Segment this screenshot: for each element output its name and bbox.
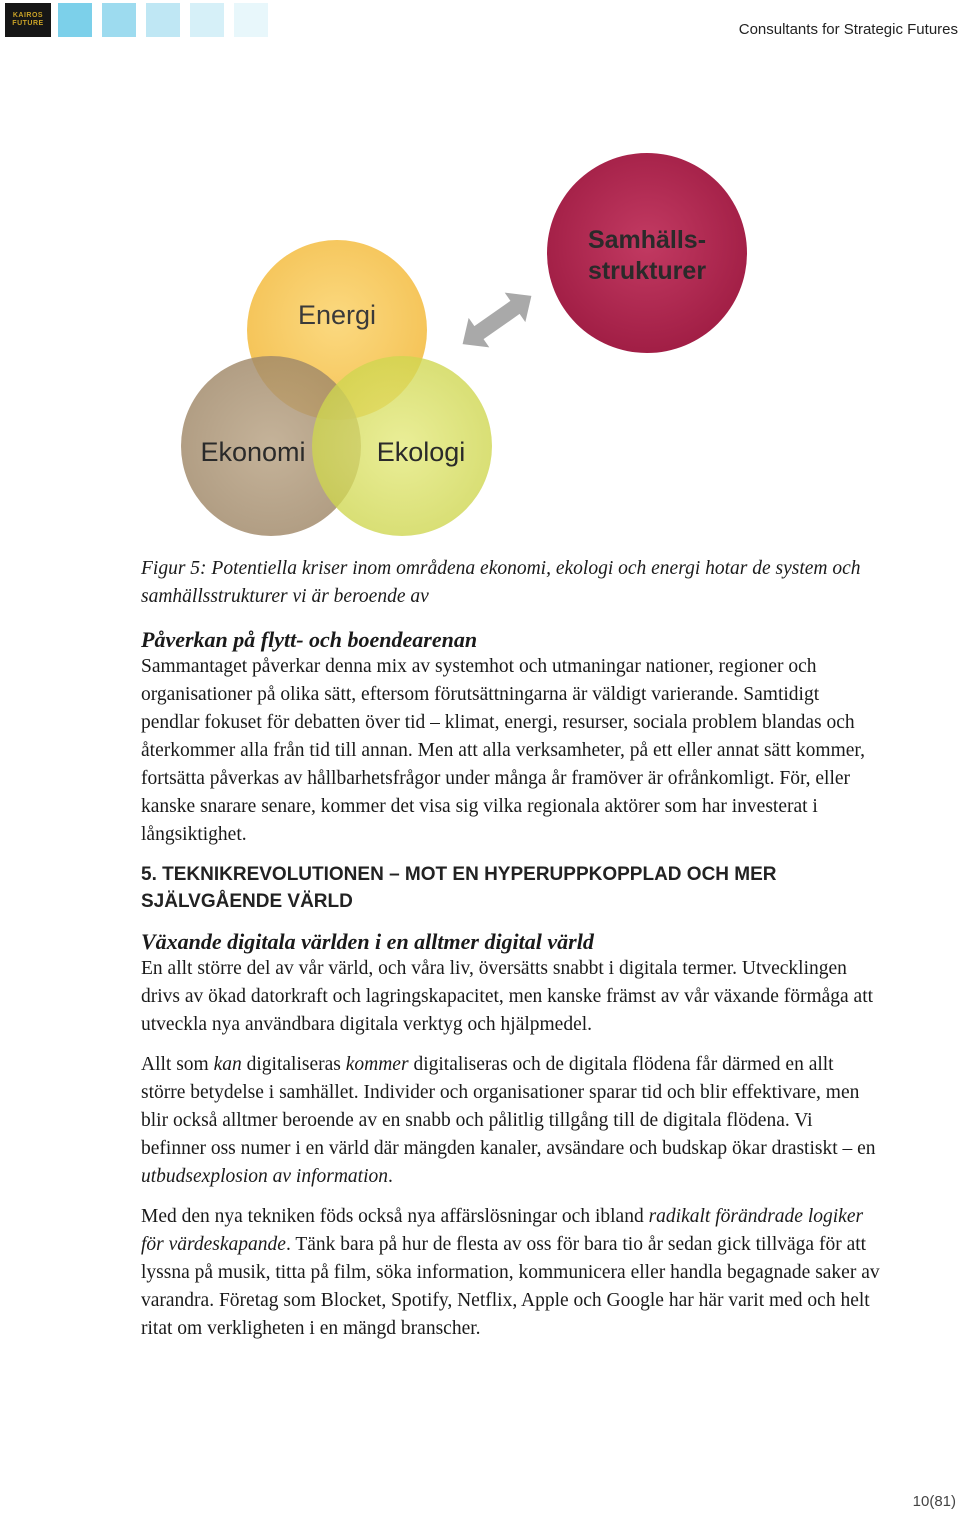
label-ekonomi: Ekonomi <box>200 437 306 467</box>
venn-figure <box>140 140 820 550</box>
section-title: 5. TEKNIKREVOLUTIONEN – MOT EN HYPERUPPKOPPLAD OCH MER SJÄLVGÅENDE VÄRLD <box>141 864 777 912</box>
label-ekologi: Ekologi <box>376 437 466 467</box>
emphasis: kan <box>213 1054 242 1075</box>
color-swatch <box>234 3 268 37</box>
text-run: digitaliseras och de digitala flödena får därmed en allt större betydelse i samhället. Individer och organisationer sparar tid och blir effektivare, men blir också alltmer beroende av en snabb och pålitlig tillgång till de digitala flödena. Vi befinner oss numer i en värld där mängden kanaler, avsändare och budskap ökar drastiskt – en <box>141 1054 876 1159</box>
logo-line1: KAIROS <box>12 12 44 19</box>
color-swatch <box>190 3 224 37</box>
text-run: . Tänk bara på hur de flesta av oss för bara tio år sedan gick tillväga för att lyssna på musik, titta på film, söka information, kommunicera eller handla begagnade saker av varandra. Företag som Blocket, Spotify, Netflix, Apple och Google har här varit med och helt ritat om verkligheten i en mängd branscher. <box>141 1234 880 1339</box>
text-run: digitaliseras <box>241 1054 346 1075</box>
text-run: Med den nya tekniken föds också nya affärslösningar och ibland <box>141 1206 649 1227</box>
paragraph <box>141 1051 881 1191</box>
emphasis: kommer <box>345 1054 409 1075</box>
emphasis: radikalt förändrade logiker för värdeskapande <box>141 1206 864 1255</box>
emphasis: utbudsexplosion av information <box>141 1166 388 1187</box>
page-content <box>141 555 881 1355</box>
figure-caption: Figur 5: Potentiella kriser inom områdena ekonomi, ekologi och energi hotar de system och samhällsstrukturer vi är beroende av <box>141 558 861 607</box>
kairos-future-logo <box>5 3 51 37</box>
paragraph: Sammantaget påverkar denna mix av systemhot och utmaningar nationer, regioner och organisationer på olika sätt, eftersom förutsättningarna är väldigt varierande. Samtidigt pendlar fokuset för debatten över tid – klimat, energi, resurser, sociala problem blandas och återkommer alla från tid till annan. Men att alla verksamheter, på ett eller annat sätt kommer, fortsätta påverkas av hållbarhetsfrågor under många år framöver är ofrånkomligt. För, eller kanske snarare senare, kommer det visa sig vilka regionala aktörer som har investerat i långsiktighet. <box>141 656 865 845</box>
label-samhalls: Samhälls- <box>587 226 707 254</box>
subheading-digitala: Växande digitala världen i en alltmer digital värld <box>141 929 594 954</box>
color-swatch <box>58 3 92 37</box>
page-number: 10(81) <box>912 1493 956 1510</box>
logo-line2: FUTURE <box>12 20 44 27</box>
double-arrow-icon <box>452 281 541 359</box>
text-run: . <box>388 1166 393 1187</box>
page-header <box>0 0 960 50</box>
label-strukturer: strukturer <box>587 257 707 285</box>
subheading-flytt-boende: Påverkan på flytt- och boendearenan <box>141 627 478 652</box>
paragraph: En allt större del av vår värld, och våra liv, översätts snabbt i digitala termer. Utvecklingen drivs av ökad datorkraft och lagringskapacitet, men kanske främst av vår växande förmåga att utveckla nya användbara digitala verktyg och hjälpmedel. <box>141 958 874 1035</box>
label-energi: Energi <box>297 300 377 330</box>
color-swatch <box>102 3 136 37</box>
text-run: Allt som <box>141 1054 214 1075</box>
paragraph <box>141 1203 881 1343</box>
header-tagline: Consultants for Strategic Futures <box>738 21 958 38</box>
color-swatch <box>146 3 180 37</box>
